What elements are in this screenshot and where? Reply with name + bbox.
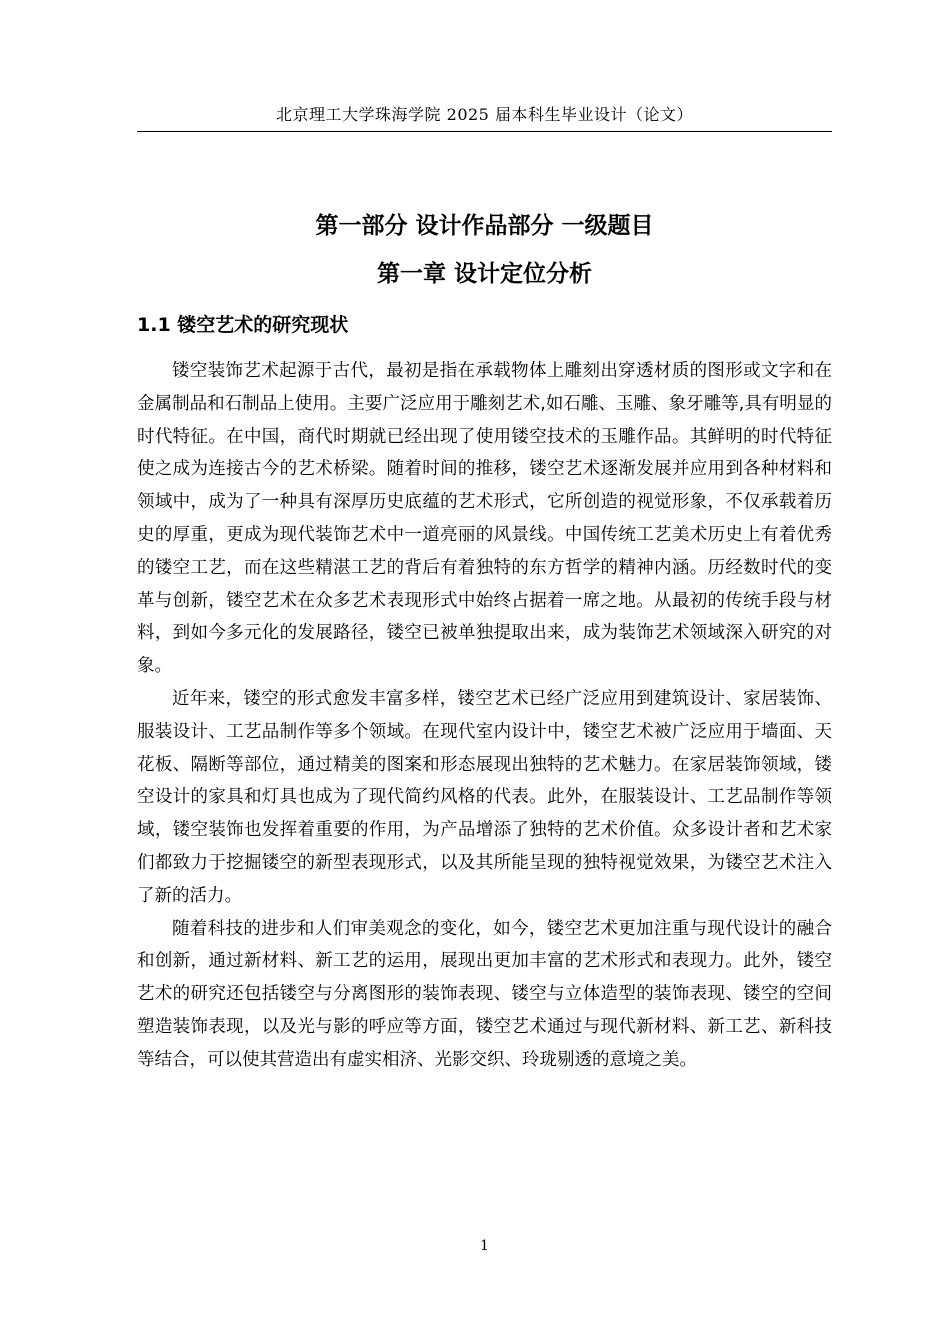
chapter-title: 第一章 设计定位分析 xyxy=(376,261,592,287)
body-text xyxy=(137,355,832,1077)
paragraph-3: 随着科技的进步和人们审美观念的变化，如今，镂空艺术更加注重与现代设计的融合和创新，通过新材料、新工艺的运用，展现出更加丰富的艺术形式和表现力。此外，镂空艺术的研究还包括镂空与分离图形的装饰表现、镂空与立体造型的装饰表现、镂空的空间塑造装饰表现，以及光与影的呼应等方面，镂空艺术通过与现代新材料、新工艺、新科技等结合，可以使其营造出有虚实相济、光影交织、玲珑剔透的意境之美。 xyxy=(137,918,832,1070)
paragraph-1: 镂空装饰艺术起源于古代，最初是指在承载物体上雕刻出穿透材质的图形或文字和在金属制品和石制品上使用。主要广泛应用于雕刻艺术,如石雕、玉雕、象牙雕等,具有明显的时代特征。在中国，商代时期就已经出现了使用镂空技术的玉雕作品。其鲜明的时代特征使之成为连接古今的艺术桥梁。随着时间的推移，镂空艺术逐渐发展并应用到各种材料和领域中，成为了一种具有深厚历史底蕴的艺术形式，它所创造的视觉形象，不仅承载着历史的厚重，更成为现代装饰艺术中一道亮丽的风景线。中国传统工艺美术历史上有着优秀的镂空工艺，而在这些精湛工艺的背后有着独特的东方哲学的精神内涵。历经数时代的变革与创新，镂空艺术在众多艺术表现形式中始终占据着一席之地。从最初的传统手段与材料，到如今多元化的发展路径，镂空已被单独提取出来，成为装饰艺术领域深入研究的对象。 xyxy=(137,361,832,677)
header-rule xyxy=(137,131,832,132)
section-title: 1.1 镂空艺术的研究现状 xyxy=(137,314,349,336)
page-number: 1 xyxy=(480,1238,489,1254)
paragraph-2: 近年来，镂空的形式愈发丰富多样，镂空艺术已经广泛应用到建筑设计、家居装饰、服装设计、工艺品制作等多个领域。在现代室内设计中，镂空艺术被广泛应用于墙面、天花板、隔断等部位，通过精美的图案和形态展现出独特的艺术魅力。在家居装饰领域，镂空设计的家具和灯具也成为了现代简约风格的代表。此外，在服装设计、工艺品制作等领域，镂空装饰也发挥着重要的作用，为产品增添了独特的艺术价值。众多设计者和艺术家们都致力于挖掘镂空的新型表现形式，以及其所能呈现的独特视觉效果，为镂空艺术注入了新的活力。 xyxy=(137,688,832,906)
running-header: 北京理工大学珠海学院 2025 届本科生毕业设计（论文） xyxy=(276,105,693,124)
part-title: 第一部分 设计作品部分 一级题目 xyxy=(315,213,654,239)
